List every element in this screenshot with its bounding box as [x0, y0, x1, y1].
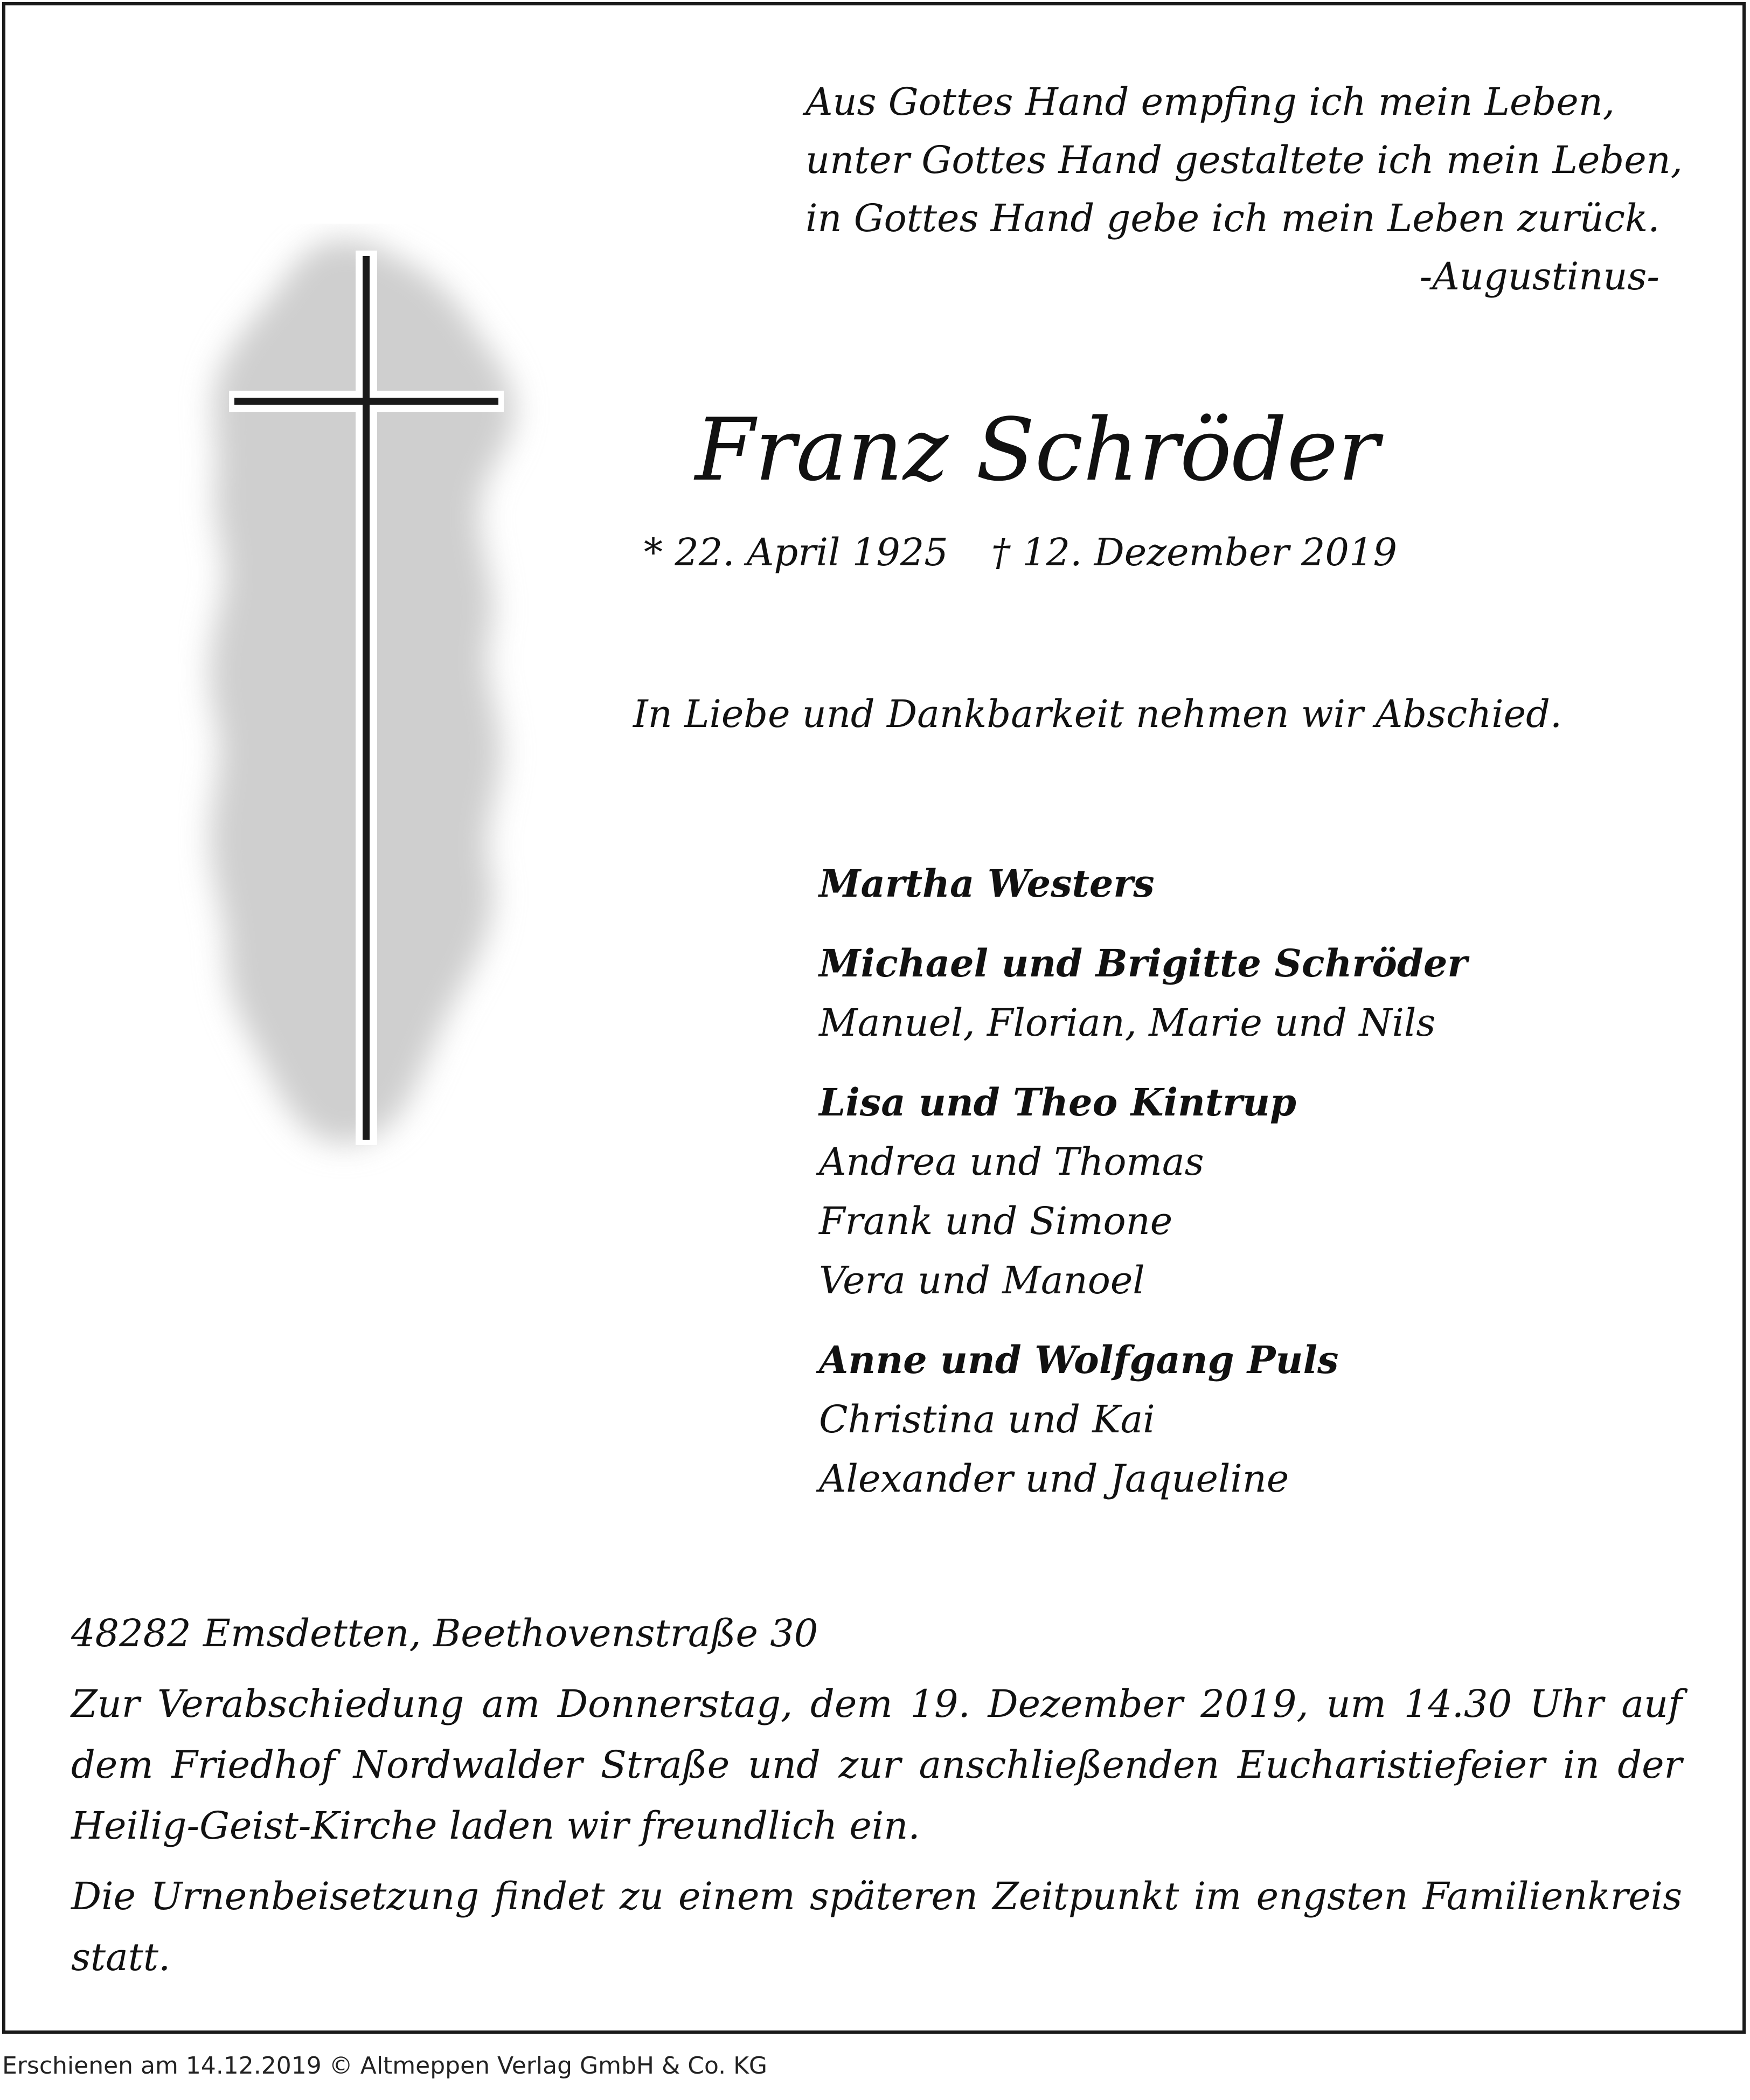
christian-cross-icon: [178, 224, 555, 1183]
family-head: Lisa und Theo Kintrup: [819, 1080, 1297, 1125]
farewell-text: In Liebe und Dankbarkeit nehmen wir Abschied.: [633, 692, 1563, 736]
quote-line-3: in Gottes Hand gebe ich mein Leben zurück.: [805, 196, 1660, 240]
publication-imprint: Erschienen am 14.12.2019 © Altmeppen Verlag GmbH & Co. KG: [2, 2052, 768, 2080]
family-member: Andrea und Thomas: [819, 1140, 1204, 1184]
ceremony-text: Zur Verabschiedung am Donnerstag, dem 19. Dezember 2019, um 14.30 Uhr auf dem Friedhof Nordwalder Straße und zur anschließenden Eucharistiefeier in der Heilig-Geist-Kirche laden wir freundlich ein.: [71, 1682, 1682, 1848]
birth-date: * 22. April 1925: [644, 530, 948, 574]
life-dates: [644, 530, 1397, 574]
family-member: Vera und Manoel: [819, 1258, 1145, 1302]
quote-author: -Augustinus-: [1419, 254, 1659, 299]
urn-burial-text: Die Urnenbeisetzung findet zu einem späteren Zeitpunkt im engsten Familienkreis statt.: [71, 1874, 1682, 1979]
family-group: [819, 1073, 1467, 1310]
family-list: [819, 854, 1467, 1529]
family-member: Manuel, Florian, Marie und Nils: [819, 1001, 1436, 1045]
address: 48282 Emsdetten, Beethovenstraße 30: [71, 1611, 818, 1655]
family-member: Alexander und Jaqueline: [819, 1457, 1289, 1501]
family-group: [819, 854, 1467, 913]
quote-line-2: unter Gottes Hand gestaltete ich mein Leben,: [805, 138, 1683, 182]
family-group: [819, 1330, 1467, 1508]
family-head: Martha Westers: [819, 861, 1155, 906]
quote-block: [805, 73, 1683, 306]
service-details: [71, 1603, 1682, 1998]
death-date: † 12. Dezember 2019: [991, 530, 1397, 574]
deceased-name: Franz Schröder: [695, 399, 1379, 500]
family-head: Michael und Brigitte Schröder: [819, 941, 1468, 986]
family-member: Christina und Kai: [819, 1397, 1155, 1441]
quote-line-1: Aus Gottes Hand empfing ich mein Leben,: [805, 80, 1615, 124]
family-group: [819, 934, 1467, 1052]
family-member: Frank und Simone: [819, 1199, 1173, 1243]
family-head: Anne und Wolfgang Puls: [819, 1337, 1339, 1382]
